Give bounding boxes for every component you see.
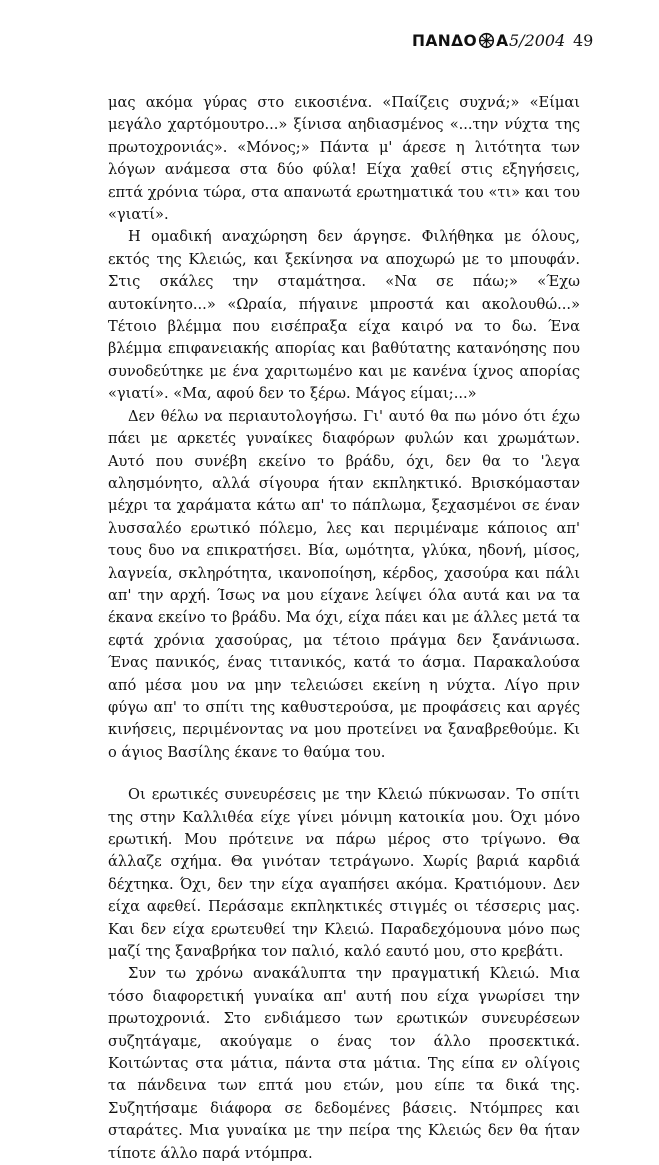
magazine-title-right: Α [496, 32, 509, 50]
running-header [0, 28, 659, 54]
paragraph-5: Συν τω χρόνω ανακάλυπτα την πραγματική Κλειώ. Μια τόσο διαφορετική γυναίκα απ' αυτή που είχα γνωρίσει την πρωτοχρονιά. Στο ενδιάμεσο των ερωτικών συνευρέσεων συζητάγαμε, ακούγαμε ο ένας τον άλλο προσεκτικά. Κοιτώντας στα μάτια, πάντα στα μάτια. Της είπα εν ολίγοις τα πάνδεινα των επτά μου ετών, μου είπε τα δικά της. Συζητήσαμε διάφορα σε δεδομένες βάσεις. Ντόμπρες και σταράτες. Μια γυναίκα με την πείρα της Κλειώς δεν θα ήταν τίποτε άλλο παρά ντόμπρα. [108, 965, 580, 1162]
paragraph-1: μας ακόμα γύρας στο εικοσιένα. «Παίζεις συχνά;» «Είμαι μεγάλο χαρτόμουτρο...» ξίνισα αηδιασμένος «...την νύχτα της πρωτοχρονιάς». «Μόνος;» Πάντα μ' άρεσε η λιτότητα των λόγων ανάμεσα στα δύο φύλα! Είχα χαθεί στις εξηγήσεις, επτά χρόνια τώρα, στα απανωτά ερωτηματικά του «τι» και του «γιατί». [108, 94, 580, 224]
paragraph-3: Δεν θέλω να περιαυτολογήσω. Γι' αυτό θα πω μόνο ότι έχω πάει με αρκετές γυναίκες διαφόρων φυλών και χρωμάτων. Αυτό που συνέβη εκείνο το βράδυ, όχι, δεν θα το 'λεγα αλησμόνητο, αλλά σίγουρα ήταν εκπληκτικό. Βρισκόμασταν μέχρι τα χαράματα κάτω απ' το πάπλωμα, ξεχασμένοι σε έναν λυσσαλέο ερωτικό πόλεμο, λες και περιμέναμε κάποιος απ' τους δυο να επικρατήσει. Βία, ωμότητα, γλύκα, ηδονή, μίσος, λαγνεία, σκληρότητα, ικανοποίηση, κέρδος, χασούρα και πάλι απ' την αρχή. Ίσως να μου είχανε λείψει όλα αυτά και να τα έκανα εκείνο το βράδυ. Μα όχι, είχα πάει και με άλλες μετά τα εφτά χρόνια χασούρας, μα τέτοιο πράγμα δεν ξανάνιωσα. Ένας πανικός, ένας τιτανικός, κατά το άσμα. Παρακαλούσα από μέσα μου να μην τελειώσει εκείνη η νύχτα. Λίγο πριν φύγω απ' το σπίτι της καθυστερούσα, με προφάσεις και αργές κινήσεις, περιμένοντας να μου προτείνει να ξαναβρεθούμε. Κι ο άγιος Βασίλης έκανε το θαύμα του. [108, 407, 580, 761]
page-number: 49 [573, 31, 594, 50]
magazine-title [412, 32, 509, 50]
issue-number: 5/2004 [509, 31, 566, 50]
wheel-mark-icon [478, 32, 495, 49]
body-text [108, 92, 580, 1165]
paragraph-4: Οι ερωτικές συνευρέσεις με την Κλειώ πύκνωσαν. Το σπίτι της στην Καλλιθέα είχε γίνει μόνιμη κατοικία μου. Όχι μόνο ερωτική. Μου πρότεινε να πάρω μέρος στο τρίγωνο. Θα άλλαζε σχήμα. Θα γινόταν τετράγωνο. Χωρίς βαριά καρδιά δέχτηκα. Όχι, δεν την είχα αγαπήσει ακόμα. Κρατιόμουν. Δεν είχα αφεθεί. Περάσαμε εκπληκτικές στιγμές οι τέσσερις μας. Και δεν είχα ερωτευθεί την Κλειώ. Παραδεχόμουνα μόνο πως μαζί της ξαναβρήκα τον παλιό, καλό εαυτό μου, στο κρεβάτι. [108, 786, 580, 961]
paragraph-2: Η ομαδική αναχώρηση δεν άργησε. Φιλήθηκα με όλους, εκτός της Κλειώς, και ξεκίνησα να αποχωρώ με το μπουφάν. Στις σκάλες την σταμάτησα. «Να σε πάω;» «Έχω αυτοκίνητο...» «Ωραία, πήγαινε μπροστά και ακολουθώ...» Τέτοιο βλέμμα που εισέπραξα είχα καιρό να το δω. Ένα βλέμμα επιφανειακής απορίας και βαθύτατης κατανόησης που συνοδεύτηκε με ένα χαριτωμένο και με κανένα ίχνος απορίας «γιατί». «Μα, αφού δεν το ξέρω. Μάγος είμαι;...» [108, 228, 580, 403]
magazine-title-left: ΠΑΝΔΟ [412, 32, 478, 50]
